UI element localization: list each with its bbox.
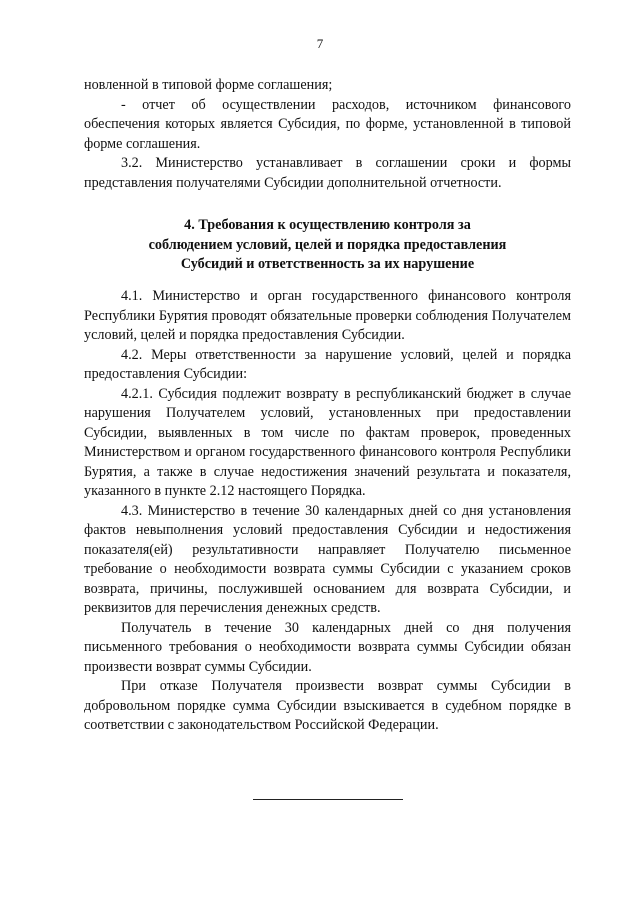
- page-number: 7: [316, 36, 324, 51]
- paragraph-4-2: 4.2. Меры ответственности за нарушение условий, целей и порядка предоставления Субсидии:: [84, 346, 571, 382]
- section-heading-line-1: 4. Требования к осуществлению контроля за: [184, 217, 471, 233]
- paragraph-4-1: 4.1. Министерство и орган государственного финансового контроля Республики Бурятия проводят обязательные проверки соблюдения Получателем условий, целей и порядка предоставления Субсидии.: [84, 288, 571, 343]
- top-text-block: [84, 76, 571, 193]
- section-heading-line-2: соблюдением условий, целей и порядка предоставления: [148, 236, 507, 253]
- separator-line: [253, 799, 403, 800]
- paragraph-3-2: 3.2. Министерство устанавливает в соглашении сроки и формы представления получателями Субсидии дополнительной отчетности.: [84, 155, 571, 191]
- paragraph-report-item: - отчет об осуществлении расходов, источником финансового обеспечения которых является Субсидия, по форме, установленной в типовой форме соглашения.: [84, 96, 571, 152]
- paragraph-4-2-1: 4.2.1. Субсидия подлежит возврату в республиканский бюджет в случае нарушения Получателем условий, установленных при предоставлении Субсидии, выявленных в том числе по фактам проверок, проведенных Министерством и органом государственного финансового контроля Республики Бурятия, а также в случае недостижения значений результата и показателя, указанного в пункте 2.12 настоящего Порядка.: [84, 385, 571, 499]
- paragraph-recipient-obligation: Получатель в течение 30 календарных дней со дня получения письменного требования о необходимости возврата суммы Субсидии обязан произвести возврат суммы Субсидии.: [84, 619, 571, 675]
- section-text-block: [84, 287, 571, 736]
- paragraph-4-3: 4.3. Министерство в течение 30 календарных дней со дня установления фактов невыполнения условий предоставления Субсидии и недостижения показателя(ей) результативности направляет Получателю письменное требование о необходимости возврата суммы Субсидии с указанием сроков возврата, причины, послужившей основанием для возврата Субсидии, и реквизитов для перечисления денежных средств.: [84, 502, 571, 616]
- paragraph-continuation: новленной в типовой форме соглашения;: [84, 77, 333, 93]
- section-heading-line-3: Субсидий и ответственность за их нарушение: [180, 256, 475, 272]
- section-heading: [84, 216, 571, 275]
- paragraph-refusal: При отказе Получателя произвести возврат суммы Субсидии в добровольном порядке сумма Субсидии взыскивается в судебном порядке в соответствии с законодательством Российской Федерации.: [84, 678, 571, 733]
